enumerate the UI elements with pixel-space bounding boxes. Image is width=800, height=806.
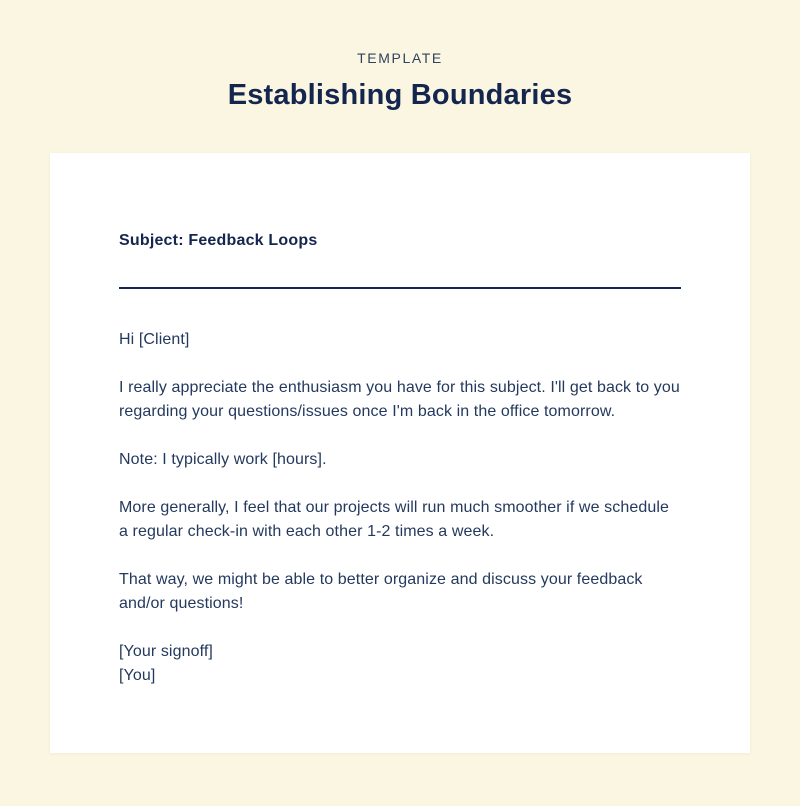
page-title: Establishing Boundaries (227, 79, 573, 111)
email-paragraph: That way, we might be able to better organize and discuss your feedback and/or questions! (119, 571, 643, 612)
email-paragraph: Note: I typically work [hours]. (119, 451, 327, 468)
email-body (119, 328, 681, 616)
template-eyebrow: TEMPLATE (357, 50, 443, 66)
signoff-line: [You] (119, 667, 156, 684)
email-signoff (119, 640, 681, 688)
subject-divider (119, 287, 681, 289)
email-subject: Subject: Feedback Loops (119, 232, 318, 249)
signoff-line: [Your signoff] (119, 643, 213, 660)
email-paragraph: More generally, I feel that our projects will run much smoother if we schedule a regular check-in with each other 1-2 times a week. (119, 499, 669, 540)
email-paragraph: I really appreciate the enthusiasm you have for this subject. I'll get back to you regarding your questions/issues once I'm back in the office tomorrow. (119, 379, 680, 420)
email-paragraph: Hi [Client] (119, 331, 190, 348)
page-header (0, 0, 800, 111)
email-template-card (50, 153, 750, 753)
